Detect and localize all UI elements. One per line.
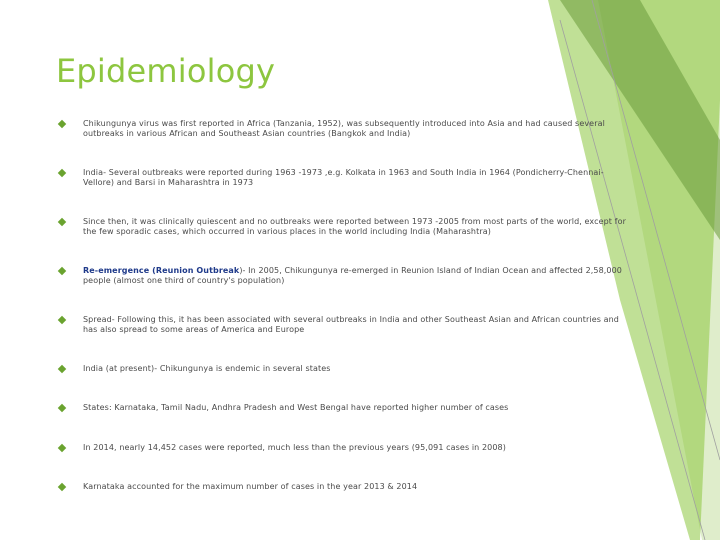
diamond-bullet-icon — [58, 267, 66, 275]
diamond-bullet-icon — [58, 444, 66, 452]
bullet-text — [83, 266, 633, 286]
bullet-text: In 2014, nearly 14,452 cases were reported, much less than the previous years (95,091 cases in 2008) — [83, 443, 506, 452]
diamond-bullet-icon — [58, 365, 66, 373]
bullet-text-rest: )- In 2005, Chikungunya re-emerged in Reunion Island of Indian Ocean and affected 2,58,000 people (almost one third of country's population) — [83, 266, 622, 285]
diamond-bullet-icon — [58, 169, 66, 177]
diamond-bullet-icon — [58, 404, 66, 412]
slide-title: Epidemiology — [56, 52, 276, 90]
diamond-bullet-icon — [58, 316, 66, 324]
bullet-text: Spread- Following this, it has been associated with several outbreaks in India and other Southeast Asian and African countries and has also spread to some areas of America and Europe — [83, 315, 619, 334]
bullet-highlight: Re-emergence (Reunion Outbreak — [83, 266, 240, 275]
bullet-text: Karnataka accounted for the maximum number of cases in the year 2013 & 2014 — [83, 482, 418, 491]
bullet-text: States: Karnataka, Tamil Nadu, Andhra Pradesh and West Bengal have reported higher number of cases — [83, 403, 509, 412]
diamond-bullet-icon — [58, 483, 66, 491]
diamond-bullet-icon — [58, 120, 66, 128]
bullet-text: Chikungunya virus was first reported in Africa (Tanzania, 1952), was subsequently introduced into Asia and had caused several outbreaks in various African and Southeast Asian countries (Bangkok and India) — [83, 119, 605, 138]
diamond-bullet-icon — [58, 218, 66, 226]
bullet-text: India (at present)- Chikungunya is endemic in several states — [83, 364, 331, 373]
bullet-text: Since then, it was clinically quiescent and no outbreaks were reported between 1973 -2005 from most parts of the world, except for the few sporadic cases, which occurred in various places in the world including India (Maharashtra) — [83, 217, 626, 236]
bullet-text: India- Several outbreaks were reported during 1963 -1973 ,e.g. Kolkata in 1963 and South India in 1964 (Pondicherry-Chennai-Vellore) and Barsi in Maharashtra in 1973 — [83, 168, 604, 187]
